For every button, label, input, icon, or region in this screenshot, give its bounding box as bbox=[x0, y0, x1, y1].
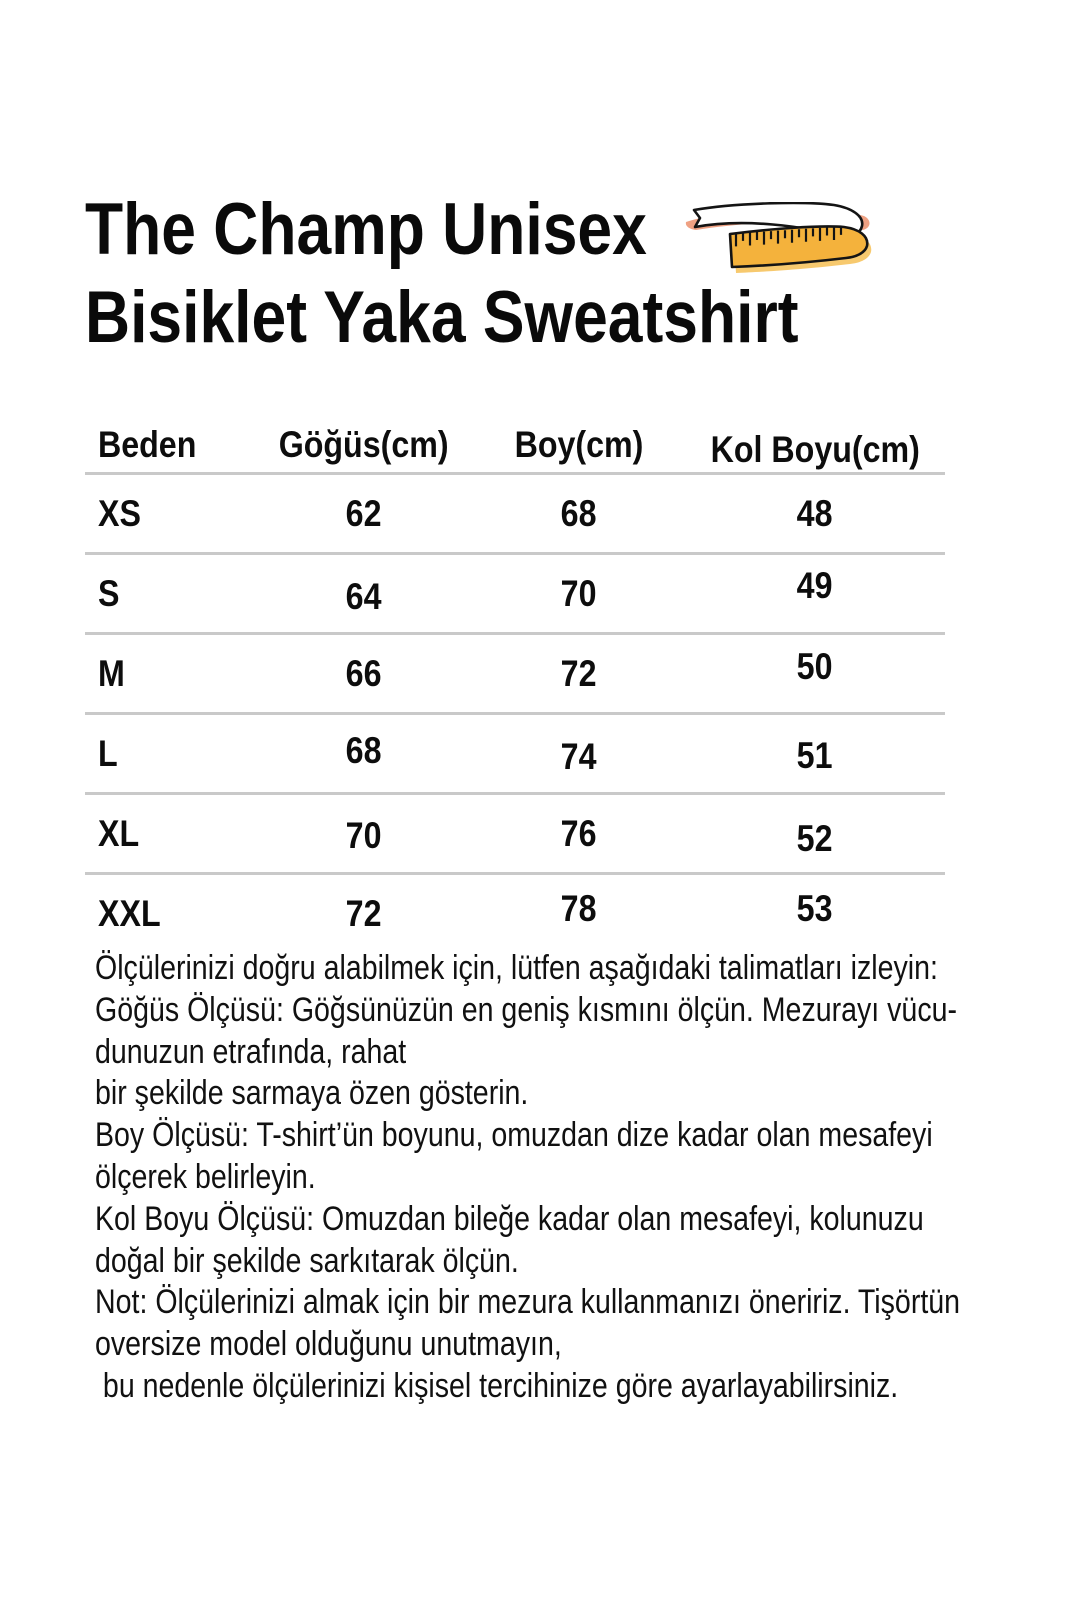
size-cell-boy: 74 bbox=[561, 735, 597, 777]
measurement-instructions bbox=[95, 948, 1067, 1408]
column-header-beden: Beden bbox=[98, 424, 197, 465]
product-title-line1: The Champ Unisex bbox=[85, 189, 647, 270]
column-header-gogus: Göğüs(cm) bbox=[279, 424, 449, 465]
instruction-line: Ölçülerinizi doğru alabilmek için, lütfen aşağıdaki talimatları izleyin: bbox=[95, 949, 938, 987]
size-cell-kol-boyu: 52 bbox=[797, 817, 833, 859]
size-cell-beden: S bbox=[98, 572, 120, 614]
size-cell-beden: XXL bbox=[98, 892, 161, 934]
instruction-line: bir şekilde sarmaya özen gösterin. bbox=[95, 1074, 529, 1113]
size-cell-gogus: 68 bbox=[346, 729, 382, 771]
measuring-tape-icon bbox=[684, 202, 888, 276]
size-cell-gogus: 64 bbox=[346, 575, 382, 617]
instruction-line: bu nedenle ölçülerinizi kişisel tercihinize göre ayarlayabilirsiniz. bbox=[95, 1366, 899, 1405]
table-row-s bbox=[85, 555, 945, 635]
instruction-line: Kol Boyu Ölçüsü: Omuzdan bileğe kadar olan mesafeyi, kolunuzu bbox=[95, 1199, 924, 1238]
size-cell-gogus: 72 bbox=[346, 892, 382, 934]
size-cell-beden: M bbox=[98, 652, 125, 694]
size-cell-beden: XL bbox=[98, 812, 140, 854]
size-cell-beden: L bbox=[98, 732, 118, 774]
size-cell-boy: 78 bbox=[561, 887, 597, 929]
size-cell-kol-boyu: 49 bbox=[797, 564, 833, 606]
size-cell-boy: 76 bbox=[561, 812, 597, 854]
instruction-line: oversize model olduğunu unutmayın, bbox=[95, 1325, 562, 1364]
size-cell-boy: 68 bbox=[561, 492, 597, 534]
table-row-xs bbox=[85, 475, 945, 555]
instruction-line: Göğüs Ölçüsü: Göğsünüzün en geniş kısmını ölçün. Mezurayı vücu- bbox=[95, 990, 957, 1029]
table-row-xxl bbox=[85, 875, 945, 952]
instruction-line: dunuzun etrafında, rahat bbox=[95, 1032, 407, 1071]
size-cell-boy: 70 bbox=[561, 572, 597, 614]
size-cell-gogus: 62 bbox=[346, 492, 382, 534]
size-cell-kol-boyu: 50 bbox=[797, 645, 833, 687]
table-row-l bbox=[85, 715, 945, 795]
instruction-line: ölçerek belirleyin. bbox=[95, 1157, 316, 1196]
product-title-line2: Bisiklet Yaka Sweatshirt bbox=[85, 277, 799, 358]
size-cell-gogus: 70 bbox=[346, 814, 382, 856]
size-cell-gogus: 66 bbox=[346, 652, 382, 694]
table-row-xl bbox=[85, 795, 945, 875]
table-row-m bbox=[85, 635, 945, 715]
size-cell-kol-boyu: 48 bbox=[797, 492, 833, 534]
size-cell-beden: XS bbox=[98, 492, 141, 534]
instruction-line: doğal bir şekilde sarkıtarak ölçün. bbox=[95, 1241, 519, 1280]
size-table bbox=[85, 418, 945, 952]
column-header-boy: Boy(cm) bbox=[514, 424, 644, 465]
instruction-line: Boy Ölçüsü: T-shirt’ün boyunu, omuzdan dize kadar olan mesafeyi bbox=[95, 1116, 933, 1155]
size-cell-kol-boyu: 51 bbox=[797, 734, 833, 776]
size-cell-kol-boyu: 53 bbox=[797, 887, 833, 929]
column-header-kol-boyu: Kol Boyu(cm) bbox=[710, 429, 920, 470]
table-header-row bbox=[85, 418, 945, 475]
instruction-line: Not: Ölçülerinizi almak için bir mezura kullanmanızı öneririz. Tişörtün bbox=[95, 1283, 961, 1322]
size-cell-boy: 72 bbox=[561, 652, 597, 694]
